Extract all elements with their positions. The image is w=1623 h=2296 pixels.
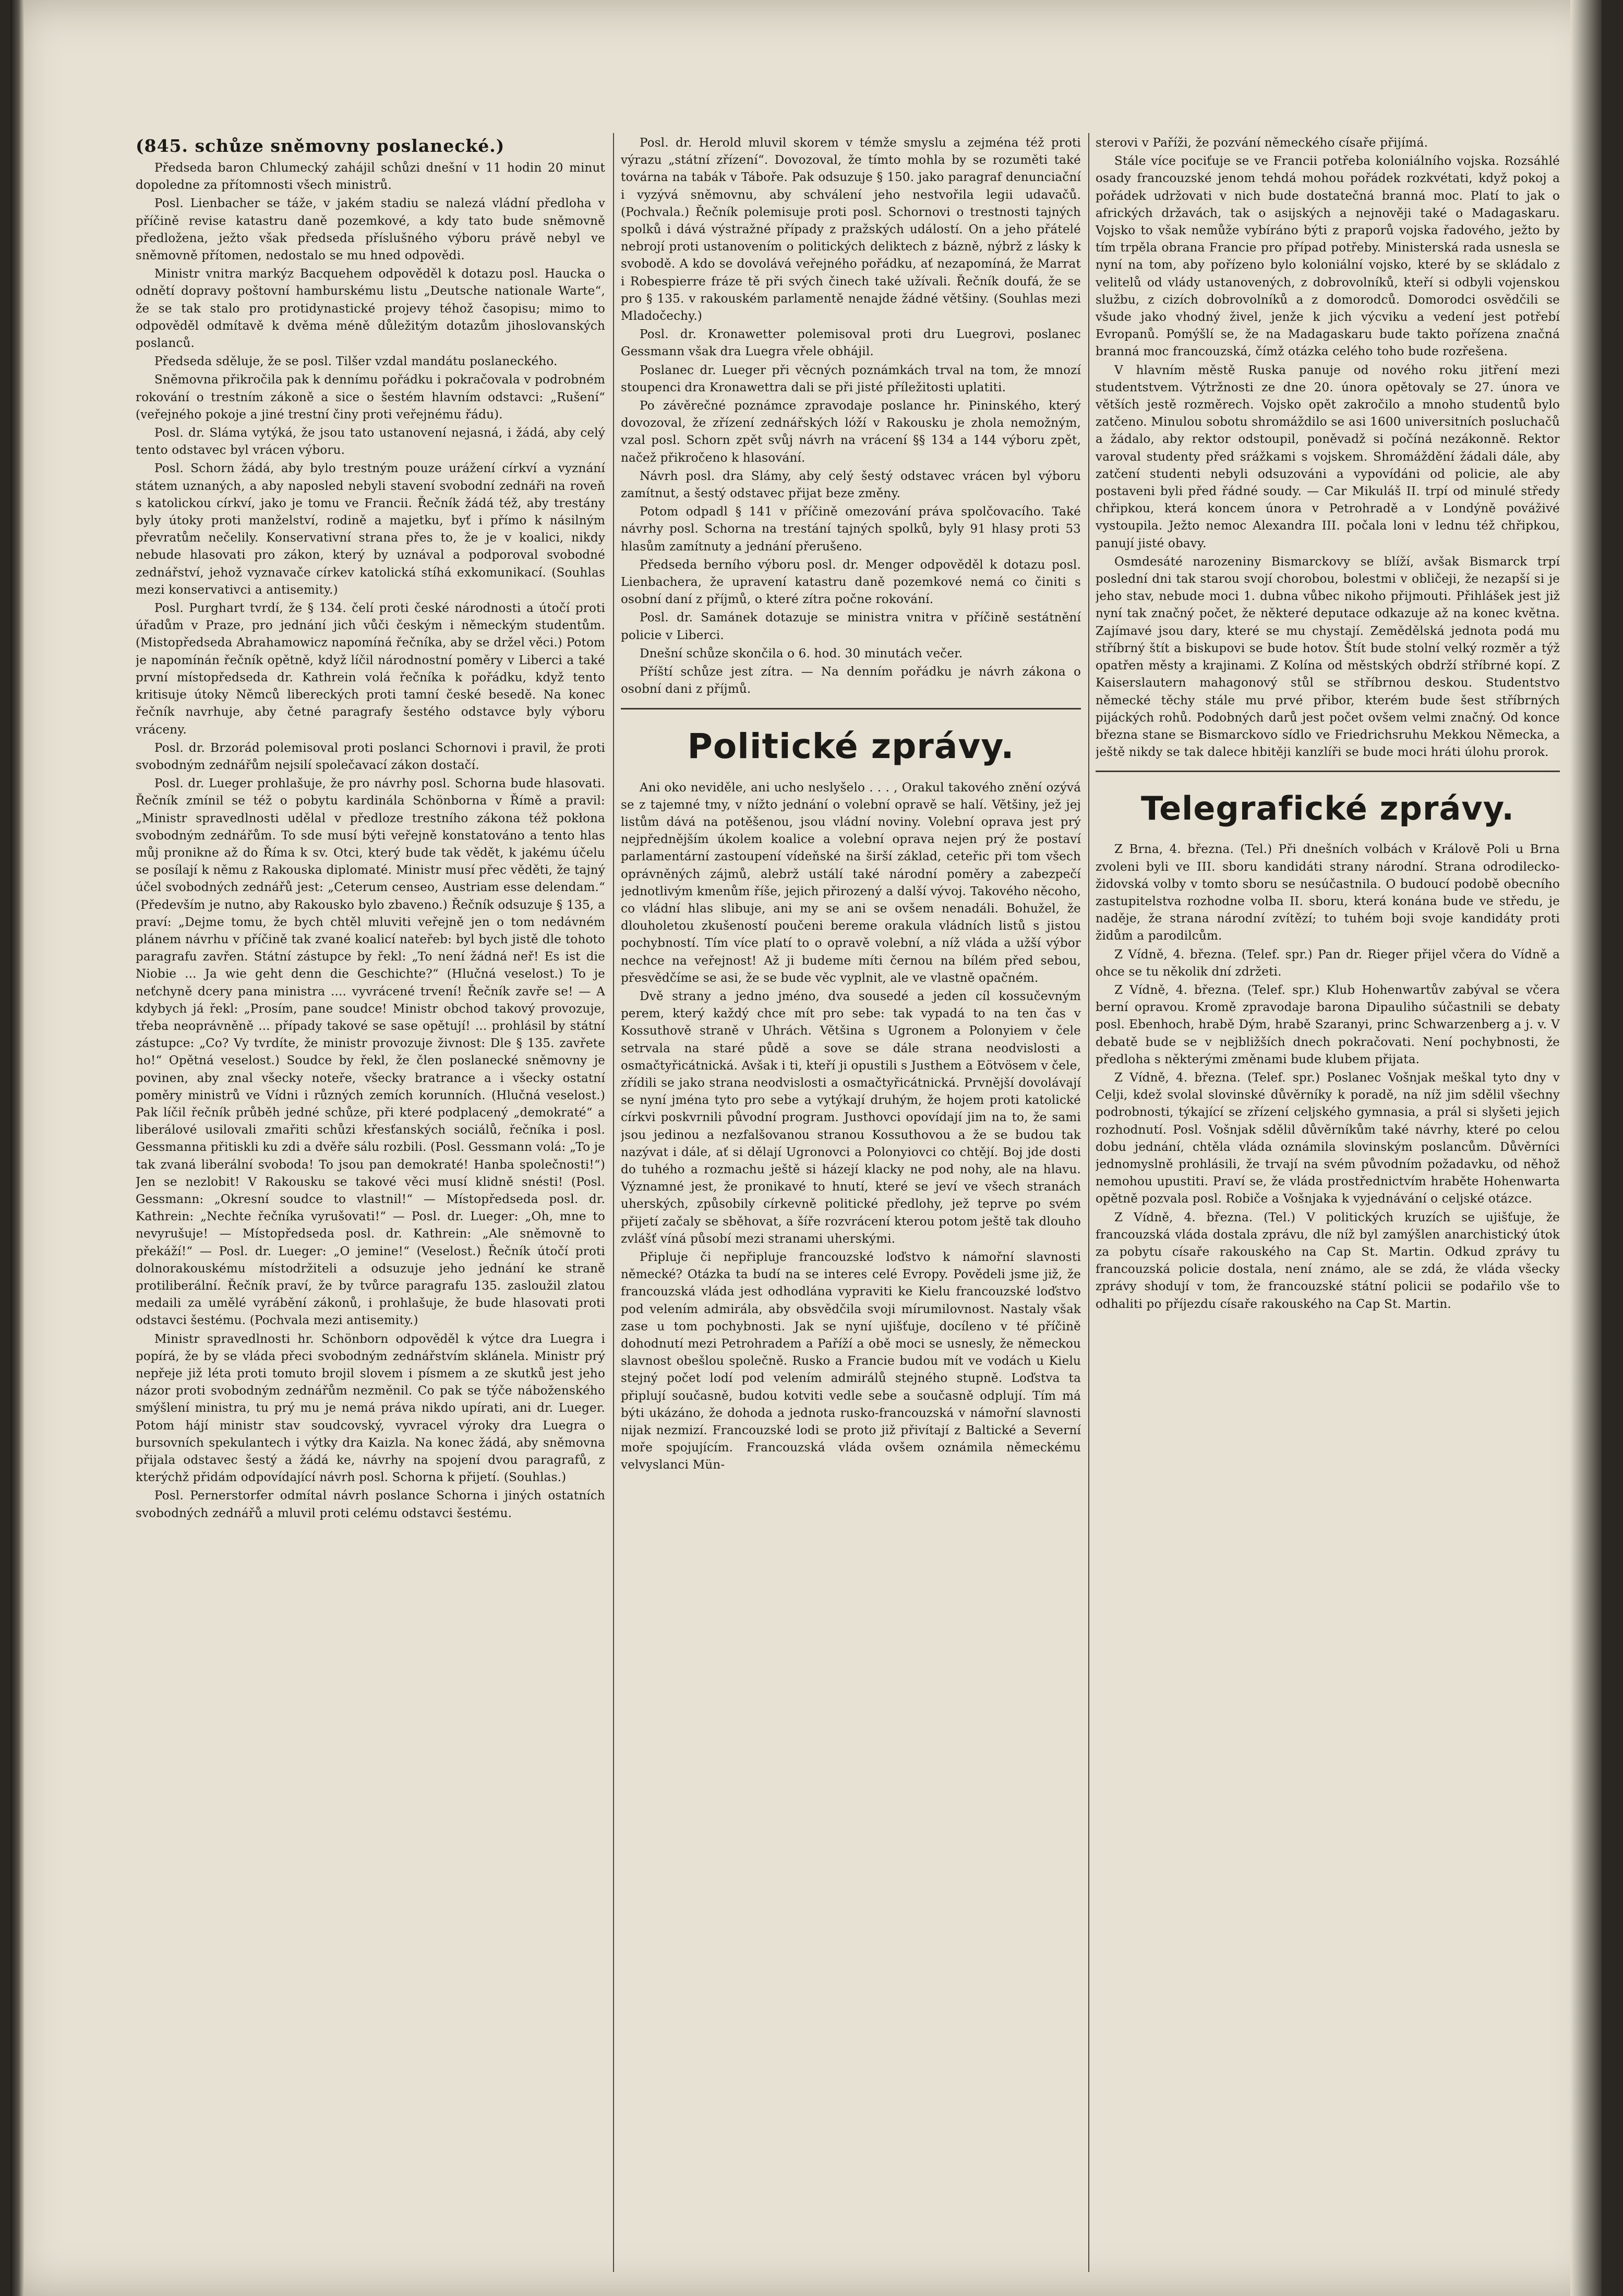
paragraph: Poslanec dr. Lueger při věcných poznámkách trval na tom, že mnozí stoupenci dra Kronawettra dali se při jisté příležitosti uplatiti. [621, 363, 1081, 394]
column-left [136, 135, 605, 2268]
paragraph: Z Vídně, 4. března. (Telef. spr.) Pan dr. Rieger přijel včera do Vídně a ohce se tu několik dní zdržeti. [1096, 947, 1560, 979]
binding-edge [10, 0, 24, 2296]
paragraph: Sněmovna přikročila pak k dennímu pořádku i pokračovala v podrobném rokování o trestním zákoně a sice o šestém hlavním odstavci: „Rušení“ (veřejného pokoje a jiné trestní činy proti veřejnému řádu). [136, 373, 605, 422]
column-right [1096, 135, 1560, 2268]
paragraph: Posl. dr. Kronawetter polemisoval proti dru Luegrovi, poslanec Gessmann však dra Luegra vřele obhájil. [621, 328, 1081, 359]
paragraph: Příští schůze jest zítra. — Na denním pořádku je návrh zákona o osobní dani z příjmů. [621, 665, 1081, 696]
paragraph: Stále více pociťuje se ve Francii potřeba koloniálního vojska. Rozsáhlé osady francouzské jenom tehdá mohou pořádek rozkvétati, když pokoj a pořádek udržovati v nich bude dostatečná branná moc. Platí to jak o afrických državách, tak o asijských a nejnověji také o Madagaskaru. Vojsko to však nemůže vybíráno býti z praporů vojska řadového, ježto by tím trpěla obrana Francie pro případ potřeby. Ministerská rada usnesla se nyní na tom, aby pořízeno bylo koloniální vojsko, které by se skládalo z velitelů od vlády ustanovených, z dobrovolníků, kteří si odbyli vojenskou službu, z cizích dobrovolníků a z domorodců. Domorodci osvědčili se všude jako vhodný živel, jenže k jich výcviku a vedení jest potřebí Evropanů. Pomýšlí se, že na Madagaskaru bude takto pořízena značná branná moc francouzská, čímž otázka celého toho bude rozřešena. [1096, 154, 1560, 359]
paragraph: Posl. Purghart tvrdí, že § 134. čelí proti české národnosti a útočí proti úřadům v Praze, pro jednání jich vůči českým i německým studentům. (Mistopředseda Abrahamowicz napomíná řečníka, aby se držel věci.) Potom je napomínán řečník opětně, když líčil národnostní poměry v Liberci a také první místopředseda dr. Kathrein volá řečníka k pořádku, když tento kritisuje útoky Němců libereckých proti tamní české besedě. Na konec řečník navrhuje, aby četné paragrafy šestého odstavce byly výboru vráceny. [136, 602, 605, 737]
paragraph: Posl. Schorn žádá, aby bylo trestným pouze urážení církví a vyznání státem uznaných, a aby naposled nebyli stavení svobodní zednáři na roveň s katolickou církví, jako je tomu ve Francii. Řečník žádá též, aby trestány byly útoky proti manželství, rodině a majetku, byť i přímo k násilným převratům nečelily. Konservativní strana přes to, že je v koalici, nikdy nebude hlasovati pro zákon, který by uznával a podporoval svobodné zednářství, jehož vyznavače církev katolická stíhá exkomunikací. (Souhlas mezi konservativci a antisemity.) [136, 462, 605, 597]
paragraph: Z Vídně, 4. března. (Telef. spr.) Klub Hohenwartův zabýval se včera berní opravou. Kromě zpravodaje barona Dipauliho súčastnili se debaty posl. Ebenhoch, hrabě Dým, hrabě Szaranyi, princ Schwarzenberg a j. v. V debatě bude se v nejbližších dnech pokračovati. Není pochybnosti, že předloha s některými změnami bude klubem přijata. [1096, 983, 1560, 1066]
section-divider [1096, 771, 1560, 772]
telegraph-section-heading: Telegrafické zprávy. [1141, 789, 1514, 828]
paragraph: Posl. Pernerstorfer odmítal návrh poslance Schorna i jiných ostatních svobodných zednářů a mluvil proti celému odstavci šestému. [136, 1489, 605, 1520]
politics-section-heading: Politické zprávy. [687, 726, 1015, 766]
section-divider [621, 708, 1081, 710]
paragraph: sterovi v Paříži, že pozvání německého císaře přijímá. [1096, 136, 1428, 150]
parliament-report-heading: (845. schůze sněmovny poslanecké.) [136, 136, 505, 156]
paragraph: Z Vídně, 4. března. (Tel.) V politických kruzích se ujišťuje, že francouzská vláda dostala zprávu, dle níž byl zamýšlen anarchistický útok za pobytu císaře rakouského na Cap St. Martin. Odkud zprávy tu francouzská policie dostala, není známo, ale se zdá, že vláda všecky zprávy shodují v tom, že francouzské státní policii se podařilo vše to odhaliti po příjezdu císaře rakouského na Cap St. Martin. [1096, 1210, 1560, 1311]
paragraph: Osmdesáté narozeniny Bismarckovy se blíží, avšak Bismarck trpí poslední dni tak starou svojí chorobou, bolestmi v obličeji, že nezapší si je jeho stav, nebude moci 1. dubna vůbec nikoho přijmouti. Přihlášek jest již nyní tak značný počet, že některé deputace odkazuje až na konec května. Zajímavé jsou dary, které se mu chystají. Zemědělská jednota podá mu stříbrný štít a biskupovi se bude hotov. Štít bude stolní velký rozměr a týž opatřen městy a krajinami. Z Kolína od městských obdrží stříbrné kopí. Z Kaiserslautern mahagonový stůl se stříbrnou deskou. Studentstvo německé těchy stále mu prvé přibor, kterém bude šest stříbrných pijáckých rohů. Podobných darů jest počet ovšem velmi značný. Od konce března stane se Bismarckovo sídlo ve Friedrichsruhu Mekkou Německa, a ještě nikdy se tak dalece hbitěji kanzlíři se bude moci hráti úlohu prorok. [1096, 555, 1560, 760]
paragraph: Posl. dr. Herold mluvil skorem v témže smyslu a zejména též proti výrazu „státní zřízení“. Dovozoval, že tímto mohla by se rozuměti také továrna na tabák v Táboře. Pak odsuzuje § 150. jako paragraf denunciační i vyzývá sněmovnu, aby schválení jeho nestvořila legii udavačů. (Pochvala.) Řečník polemisuje proti posl. Schornovi o trestnosti tajných spolků i dává výstražné případy z pražských událostí. On a jeho přátelé nebrojí proti ustanovením o politických deliktech z bázně, nýbrž z lásky k svobodě. A kdo se dovolává veřejného pořádku, ať nezapomíná, že Marrat i Robespierre fráze tě při svých činech také užívali. Řečník doufá, že se pro § 135. v rakouském parlamentě nenajde žádné většiny. (Souhlas mezi Mladočechy.) [621, 136, 1081, 323]
paragraph: Po závěrečné poznámce zpravodaje poslance hr. Pininského, který dovozoval, že zřízení zednářských lóží v Rakousku je zhola nemožným, vzal posl. Schorn zpět svůj návrh na vrácení §§ 134 a 144 výboru zpět, načež přikročeno k hlasování. [621, 399, 1081, 465]
paragraph: Z Vídně, 4. března. (Telef. spr.) Poslanec Vošnjak meškal tyto dny v Celji, kdež svolal slovinské důvěrníky k poradě, na níž jim sdělil všechny podrobnosti, týkající se zřízení celjského gymnasia, a prál si slyšeti jejich rozhodnutí. Posl. Vošnjak sdělil důvěrníkům také návrhy, které po celou dobu jednání, chtěla vláda oznámila slovinským poslancům. Důvěrníci jednomyslně prohlásili, že trvají na svém původním požadavku, od něhož nemohou upustiti. Praví se, že vláda prostřednictvím hraběte Hohenwarta opětně pozvala posl. Robiče a Vošnjaka k vyjednávání o celjské otázce. [1096, 1071, 1560, 1206]
paragraph: Posl. dr. Sláma vytýká, že jsou tato ustanovení nejasná, i žádá, aby celý tento odstavec byl vrácen výboru. [136, 426, 605, 458]
paragraph: Ministr spravedlnosti hr. Schönborn odpověděl k výtce dra Luegra i popírá, že by se vláda přeci svobodným zednářstvím sklánela. Ministr prý nepřeje již léta proti tomuto brojil slovem i písmem a ze skutků jest jeho názor proti svobodným zednářům nezměnil. Co pak se týče náboženského smýšlení ministra, tu prý mu je nemá práva nikdo upírati, ani dr. Lueger. Potom hájí ministr stav soudcovský, vyvracel výroky dra Luegra o bursovních spekulantech i výtky dra Kaizla. Na konec žádá, aby sněmovna přijala odstavec šestý a žádá ke, návrhy na spojení dvou paragrafů, z kterýchž přidám odpovídající návrh posl. Schorna k přijetí. (Souhlas.) [136, 1332, 605, 1485]
column-divider [1088, 133, 1089, 2272]
column-divider [613, 133, 614, 2272]
paragraph: Předseda sděluje, že se posl. Tilšer vzdal mandátu poslaneckého. [154, 355, 558, 369]
paragraph: Posl. dr. Samánek dotazuje se ministra vnitra v příčině sestátnění policie v Liberci. [621, 611, 1081, 642]
paragraph: Posl. Lienbacher se táže, v jakém stadiu se nalezá vládní předloha v příčině revise katastru daně pozemkové, a kdy tato bude sněmovně předložena, ježto však předseda příslušného výboru právě nebyl ve sněmovně přítomen, nedostalo se mu hned odpovědi. [136, 197, 605, 263]
paragraph: Předseda berního výboru posl. dr. Menger odpověděl k dotazu posl. Lienbachera, že upravení katastru daně pozemkové nemá co činiti s osobní daní z příjmů, o které zítra počne rokování. [621, 558, 1081, 607]
paragraph: Z Brna, 4. března. (Tel.) Při dnešních volbách v Králově Poli u Brna zvoleni byli ve III. sboru kandidáti strany národní. Strana odrodilecko-židovská volby v tomto sboru se nesúčastnila. O budoucí podobě obecního zastupitelstva rozhodne volba II. sboru, která konána bude ve středu, je naděje, že strana národní zvítězí; to tuhém boji svoje kandidáty proti židům a parodilcům. [1096, 843, 1560, 943]
paragraph: Návrh posl. dra Slámy, aby celý šestý odstavec vrácen byl výboru zamítnut, a šestý odstavec přijat beze změny. [621, 469, 1081, 501]
paragraph: Předseda baron Chlumecký zahájil schůzi dnešní v 11 hodin 20 minut dopoledne za přítomnosti všech ministrů. [136, 161, 605, 193]
page-edge [1570, 0, 1602, 2296]
column-middle [621, 135, 1081, 2268]
paragraph: Ministr vnitra markýz Bacquehem odpověděl k dotazu posl. Haucka o odnětí dopravy poštovní hamburskému listu „Deutsche nationale Warte“, že se tak stalo pro protidynastické projevy téhož časopisu; mimo to odpověděl odmítavě k dvěma méně důležitým dotazům jihoslovanských poslanců. [136, 267, 605, 351]
paragraph: Ani oko neviděle, ani ucho neslyšelo . . . , Orakul takového znění ozývá se z tajemné tmy, v nížto jednání o volební opravě se halí. Většiny, jež jej listům dává na potěšenou, jsou vládní noviny. Volební oprava jest prý nejpřednějším úkolem koalice a volební oprava nejen prý že postaví parlamentární zastoupení vídeňské na širší základ, ceteřic při tom všech oprávněných zájmů, alebrž ustálí také národní poměry a zabezpečí jednotlivým kmenům říše, jejich přirozený a další vývoj. Takového něcoho, co vládní hlas slibuje, ani my se ani se ovšem nenadáli. Bohužel, že dlouholetou zkušeností poučeni bereme orakula vládních listů s jistou pochybností. Tím více platí to o opravě volební, a níž vláda a užší výbor nechce na veřejnost! Až ji budeme míti černou na bílém před sebou, přesvědčíme se asi, že se bude věc vyplnit, ale ve vlastně opačném. [621, 780, 1081, 985]
paragraph: Dvě strany a jedno jméno, dva sousedé a jeden cíl kossučevným perem, který každý chce mít pro sebe: tak vypadá to na ten čas v Kossuthově straně v Uhrách. Většina s Ugronem a Polonyiem v čele setrvala na staré půdě a sove se dále strana neodvislosti a osmačtyřicátnická. Avšak i ti, kteří ji opustili s Justhem a Eötvösem v čele, zřídili se jako strana neodvislosti a osmačtyřicátnická. Prvnější dovolávají se nyní jména tyto pro sebe a vytýkají druhým, že hojem proti katolické církvi poskvrnili původní program. Justhovci opovídají jim na to, že sami jsou jedinou a nezfalšovanou stranou Kossuthovou a že se budou tak nazývat i dále, ať si dělají Ugronovci a Polonyiovci co chtějí. Boj jde dosti do tuhého a rozmachu ještě si házejí klacky ne pod nohy, ale na hlavu. Významné jest, že pronikavé to hnutí, které se jeví ve všech stranách uherských, způsobily církevně politické předlohy, jež teprve po svém přijetí začaly se sběhovat, a šíře rozvrácení kterou potom ještě tak dlouho zvlášť víná působí mezi stranami uherskými. [621, 989, 1081, 1246]
paragraph: Dnešní schůze skončila o 6. hod. 30 minutách večer. [640, 646, 963, 660]
paragraph: Posl. dr. Lueger prohlašuje, že pro návrhy posl. Schorna bude hlasovati. Řečník zmínil se též o pobytu kardinála Schönborna v Římě a pravil: „Ministr spravedlnosti udělal v předloze trestního zákona též pokłona svobodným zednářům. To sde musí býti veřejně konstatováno a tento hlas můj pronikne až do Říma k sv. Otci, který bude tak vědět, k jakému účelu se posílají k němu z Rakouska diplomaté. Ministr musí přec věděti, že tajný účel svobodných zednářů jest: „Ceterum censeo, Austriam esse delendam.“ (Především je nutno, aby Rakousko bylo zbaveno.) Řečník odsuzuje § 135, a praví: „Dejme tomu, že bych chtěl mluviti veřejně jen o tom nedávném plánem návrhu v příčině tak zvané koalicí nateřeb: byl bych jistě dle tohoto paragrafu zavřen. Státní zástupce by řekl: „To není žádná neř! Es ist die Niobie ... Ja wie geht denn die Geschichte?“ (Hlučná veselost.) To je neťchyně dcery pana ministra .... vyvrácené trvení! Řečník zavře se! — A kdybych já řekl: „Prosím, pane soudce! Ministr obchod takový provozuje, třeba neoprávněně ... případy takové se sase opětují! ... prohlásil by státní zástupce: „Co? Vy tvrdíte, že ministr provozuje živnost: Dle § 135. zavřete ho!“ Opětná veselost.) Soudce by řekl, že člen poslanecké sněmovny je povinen, aby znal všecky noteře, všecky bratrance a i všecky ostatní poměry ministrů ve Vídni i různých zemích korunních. (Hlučná veselost.) Pak líčil řečník průběh jedné schůze, při které podplacený „demokraté“ a liberálové usilovali zmařiti schůzi křesťanských sociálů, řečníka i posl. Gessmanna přitiskli ku zdi a dvěře sálu rozbili. (Posl. Gessmann volá: „To je tak zvaná liberální svoboda! To jsou pan demokraté! Hanba společnosti!“) Jen se nezlobit! V Rakousku se takové věci musí klidně snésti! (Posl. Gessmann: „Okresní soudce to vlastnil!“ — Místopředseda posl. dr. Kathrein: „Nechte řečníka vyrušovati!“ — Posl. dr. Lueger: „Oh, mne to nevyrušuje! — Místopředseda posl. dr. Kathrein: „Ale sněmovně to překáží!“ — Posl. dr. Lueger: „O jemine!“ (Veselost.) Řečník útočí proti dolnorakouskému místodržiteli a odsuzuje jeho jednání ke straně protiliberální. Řečník praví, že by tvůrce paragrafu 135. zasloužil zlatou medaili za umělé vyrábění zákonů, i prohlašuje, že bude hlasovati proti odstavci šestému. (Pochvala mezi antisemity.) [136, 777, 605, 1328]
paragraph: Posl. dr. Brzorád polemisoval proti poslanci Schornovi i pravil, že proti svobodným zednářům nejsilí společavací zákon dostačí. [136, 741, 605, 772]
paragraph: Potom odpadl § 141 v příčině omezování práva spolčovacího. Také návrhy posl. Schorna na trestání tajných spolků, byly 91 hlasy proti 53 hlasům zamítnuty a jednání přerušeno. [621, 505, 1081, 554]
paragraph: Připluje či nepřipluje francouzské loďstvo k námořní slavnosti německé? Otázka ta budí na se interes celé Evropy. Povědeli jsme již, že francouzská vláda jest odhodlána vypraviti ke Kielu francouzské loďstvo pod velením admirála, aby obsvědčila svoji mírumilovnost. Nastaly však zase u tom pochybnosti. Jak se nyní ujišťuje, docíleno v té příčině dohodnutí mezi Petrohradem a Paříží a obě moci se usnesly, že německou slavnost obešlou společně. Rusko a Francie budou mít ve vodách u Kielu stejný počet lodí pod velením admirálů stejného stupně. Loďstva ta připlují současně, budou kotviti vedle sebe a současně odplují. Tím má býti ukázáno, že dohoda a jednota rusko-francouzská v námořní slavnosti nijak nezmizí. Francouzské lodi se proto již přivítají z Baltické a Severní moře spojujícím. Francouzská vláda ovšem oznámila německému velvyslanci Mün- [621, 1250, 1081, 1472]
paragraph: V hlavním městě Ruska panuje od nového roku jitření mezi studentstvem. Výtržnosti ze dne 20. února opětovaly se 27. února ve větších jestě rozměrech. Vojsko opět zakročilo a mnoho studentů bylo zatčeno. Minulou sobotu shromáždilo se asi 1600 universitních posluchačů a žádalo, aby rektor odstoupil, poněvadž si počíná nezákonně. Rektor varoval studenty před srážkami s vojskem. Shromáždění žádali dále, aby zatčení studenti nebyli odsuzováni a vypovídáni od policie, ale aby postaveni byli před řádné soudy. — Car Mikuláš II. trpí od minulé středy chřipkou, která koncem února v Petrohradě a v Londýně pováživé vystoupila. Ježto nemoc Alexandra III. počala loni v lednu též chřipkou, panují jisté obavy. [1096, 363, 1560, 550]
newspaper-page [10, 0, 1602, 2296]
